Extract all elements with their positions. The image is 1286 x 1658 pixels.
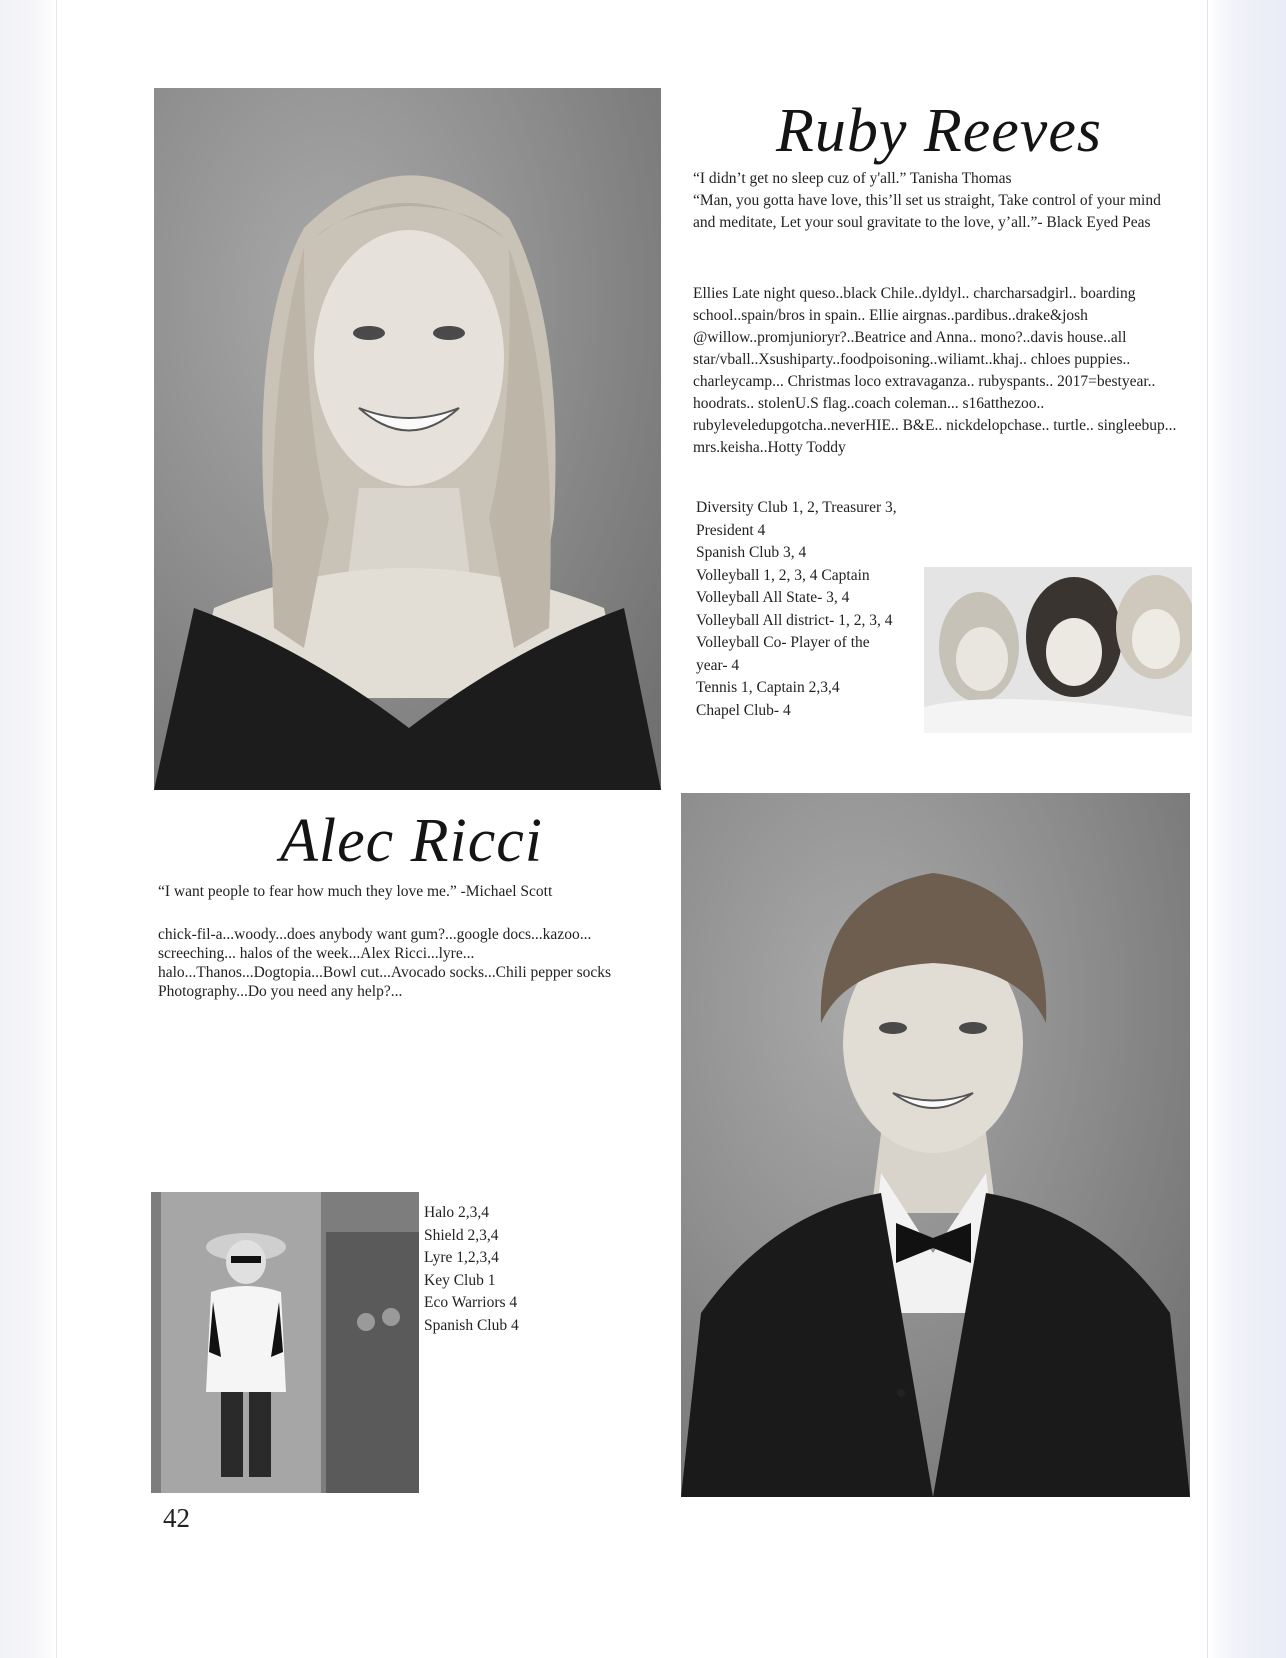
activity-item: year- 4 (696, 656, 740, 674)
ruby-quotes (693, 168, 1163, 234)
ruby-quote-2: “Man, you gotta have love, this’ll set us straight, Take control of your mind and meditate, Let your soul gravitate to the love, y’all.”- Black Eyed Peas (693, 192, 1161, 231)
activity-item: Diversity Club 1, 2, Treasurer 3, (696, 499, 897, 516)
activity-item: President 4 (696, 521, 766, 539)
alec-costume-candid-photo (151, 1192, 419, 1493)
activity-item: Eco Warriors 4 (424, 1294, 518, 1311)
ruby-quote-1: “I didn’t get no sleep cuz of y'all.” Tanisha Thomas (693, 170, 1012, 187)
alec-quote: “I want people to fear how much they love me.” -Michael Scott (158, 883, 553, 900)
page-number: 42 (163, 1503, 190, 1533)
activity-item: Spanish Club 4 (424, 1316, 519, 1334)
activity-item: Shield 2,3,4 (424, 1226, 499, 1244)
activity-item: Volleyball All district- 1, 2, 3, 4 (696, 611, 893, 629)
activity-item: Lyre 1,2,3,4 (424, 1249, 499, 1266)
activity-item: Chapel Club- 4 (696, 701, 791, 719)
ruby-friends-candid-photo (924, 567, 1192, 733)
scan-right-edge (1207, 0, 1286, 1658)
activity-item: Volleyball Co- Player of the (696, 634, 870, 651)
activity-item: Tennis 1, Captain 2,3,4 (696, 679, 840, 696)
activity-item: Volleyball 1, 2, 3, 4 Captain (696, 566, 870, 584)
activity-item: Volleyball All State- 3, 4 (696, 589, 850, 606)
activity-item: Key Club 1 (424, 1271, 496, 1289)
ruby-activities-list (696, 497, 926, 722)
student-name-ruby-reeves: Ruby Reeves (776, 97, 1102, 165)
alec-activities-list (424, 1202, 584, 1337)
activity-item: Halo 2,3,4 (424, 1204, 490, 1221)
activity-item: Spanish Club 3, 4 (696, 544, 807, 561)
scan-left-edge (0, 0, 57, 1658)
ruby-portrait-photo (154, 88, 661, 790)
alec-portrait-photo (681, 793, 1190, 1497)
ruby-memories: Ellies Late night queso..black Chile..dyldyl.. charcharsadgirl.. boarding school..spain/bros in spain.. Ellie airgnas..pardibus..drake&josh @willow..promjunioryr?..Beatrice and Anna.. mono?..davis house..all star/vball..Xsushiparty..foodpoisoning..wiliamt..khaj.. chloes puppies.. charleycamp... Christmas loco extravaganza.. rubyspants.. 2017=bestyear.. hoodrats.. stolenU.S flag..coach coleman... s16atthezoo.. rubyleveledupgotcha..neverHIE.. B&E.. nickdelopchase.. turtle.. singleebup... mrs.keisha..Hotty Toddy (693, 285, 1177, 456)
alec-memories: chick-fil-a...woody...does anybody want gum?...google docs...kazoo... screeching... halos of the week...Alex Ricci...lyre... halo...Thanos...Dogtopia...Bowl cut...Avocado socks...Chili pepper socks Photography...Do you need any help?... (158, 926, 612, 1000)
student-name-alec-ricci: Alec Ricci (280, 807, 543, 875)
